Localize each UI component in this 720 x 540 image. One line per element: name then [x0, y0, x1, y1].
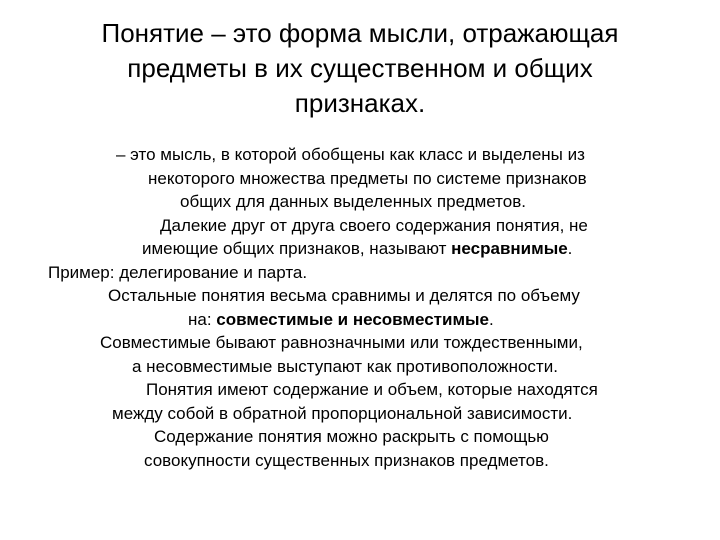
body-line-8: [188, 308, 494, 332]
body-line-9: Совместимые бывают равнозначными или тождественными,: [100, 333, 583, 352]
body-line-12: между собой в обратной пропорциональной зависимости.: [112, 403, 573, 423]
body-line-3: общих для данных выделенных предметов.: [180, 192, 526, 211]
body-line-2: некоторого множества предметы по системе признаков: [148, 168, 587, 188]
title-line-2: предметы в их существенном и общих: [127, 53, 593, 83]
term-compatible-incompatible: совместимые и несовместимые: [216, 309, 489, 329]
slide-body: [0, 143, 720, 472]
body-line-7: Остальные понятия весьма сравнимы и делятся по объему: [108, 286, 580, 305]
body-line-5-end: .: [567, 239, 573, 258]
title-line-3: признаках.: [294, 88, 426, 118]
body-line-8-text: на:: [188, 309, 217, 329]
body-line-11: Понятия имеют содержание и объем, которые находятся: [146, 380, 598, 399]
body-line-14: совокупности существенных признаков предметов.: [144, 450, 549, 470]
body-line-13: Содержание понятия можно раскрыть с помощью: [154, 427, 549, 446]
body-line-5-text: имеющие общих признаков, называют: [142, 239, 452, 258]
body-line-1: – это мысль, в которой обобщены как класс и выделены из: [116, 145, 585, 164]
body-line-5: [142, 237, 572, 261]
slide-title: [40, 16, 680, 121]
title-line-1: Понятие – это форма мысли, отражающая: [101, 18, 619, 48]
body-line-4: Далекие друг от друга своего содержания понятия, не: [160, 215, 588, 235]
body-line-10: а несовместимые выступают как противоположности.: [132, 356, 558, 376]
body-line-8-end: .: [489, 309, 494, 329]
term-incomparable: несравнимые: [451, 239, 568, 258]
body-line-6-example: Пример: делегирование и парта.: [48, 262, 308, 282]
